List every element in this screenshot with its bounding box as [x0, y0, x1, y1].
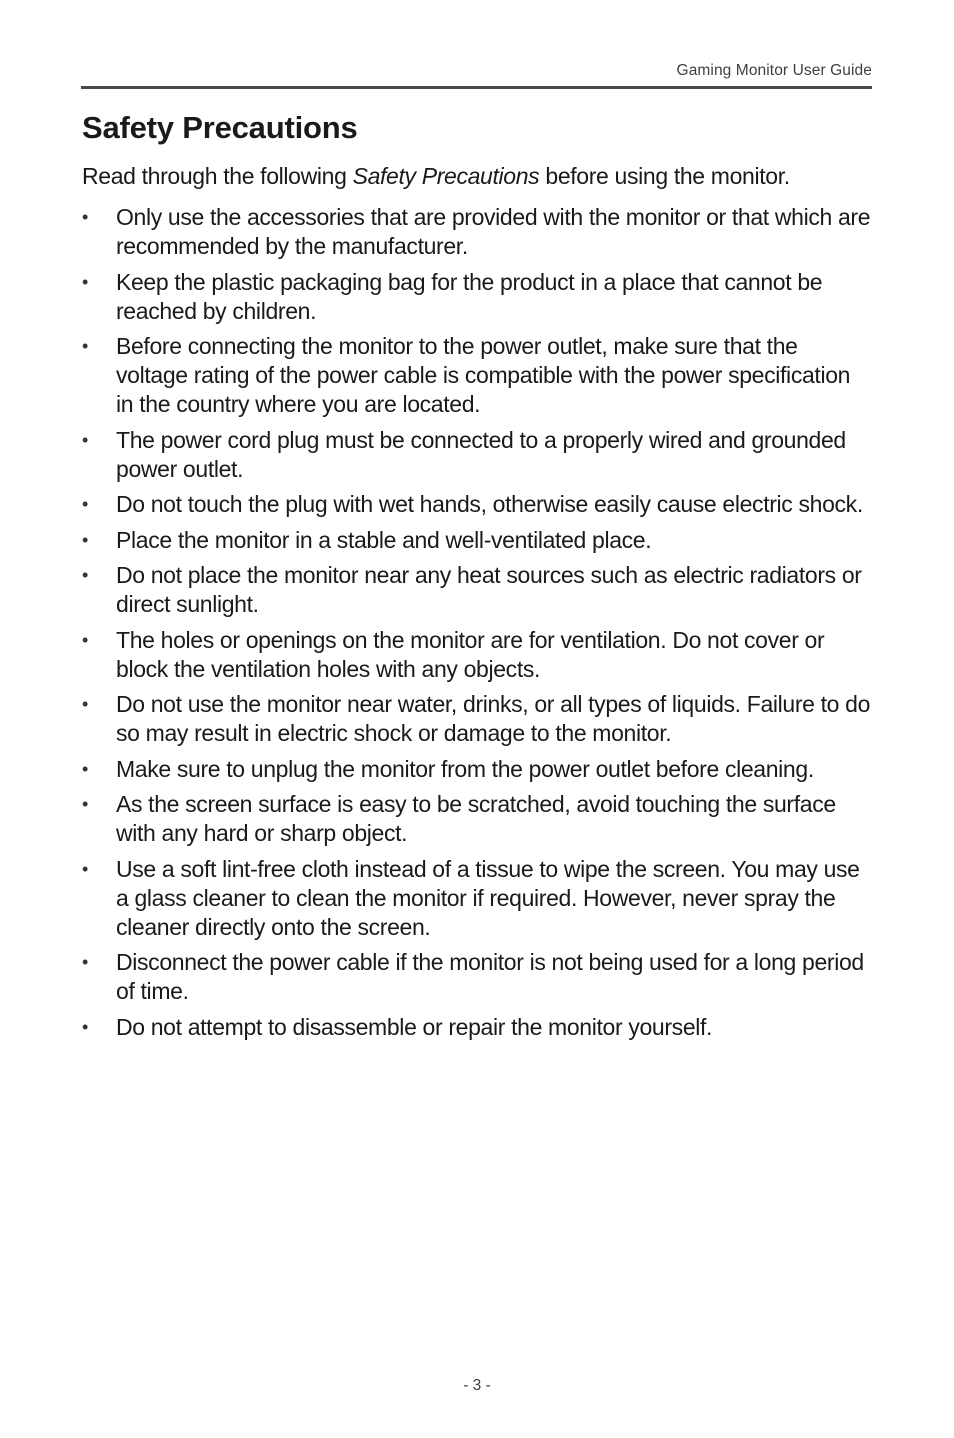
list-item-text: The power cord plug must be connected to a properly wired and grounded power outlet.: [116, 426, 846, 482]
list-item: [82, 755, 872, 784]
list-item-text: Before connecting the monitor to the power outlet, make sure that the voltage rating of the power cable is compatible with the power specification in the country where you are located.: [116, 333, 851, 417]
list-item: [82, 490, 872, 519]
list-item-text: Do not touch the plug with wet hands, otherwise easily cause electric shock.: [116, 491, 863, 517]
list-item: [82, 690, 872, 748]
list-item-text: Do not place the monitor near any heat sources such as electric radiators or direct sunlight.: [116, 562, 862, 617]
list-item: [82, 526, 872, 555]
list-item: [82, 855, 872, 942]
page-title: Safety Precautions: [82, 110, 358, 145]
list-item: [82, 332, 872, 419]
bullet-icon: •: [82, 565, 88, 585]
list-item-text: Do not attempt to disassemble or repair the monitor yourself.: [116, 1013, 713, 1040]
list-item: [82, 203, 872, 261]
intro-text-after: before using the monitor.: [539, 163, 790, 189]
bullet-icon: •: [82, 271, 88, 292]
list-item-text: Do not use the monitor near water, drinks, or all types of liquids. Failure to do so may result in electric shock or damage to the monitor.: [116, 691, 871, 746]
bullet-icon: •: [82, 429, 88, 450]
list-item-text: The holes or openings on the monitor are for ventilation. Do not cover or block the ventilation holes with any objects.: [116, 626, 825, 682]
intro-text-before: Read through the following: [82, 163, 353, 189]
bullet-icon: •: [82, 758, 88, 779]
list-item: [82, 626, 872, 684]
list-item-text: Place the monitor in a stable and well-ventilated place.: [116, 526, 652, 553]
bullet-icon: •: [82, 694, 88, 714]
list-item: [82, 426, 872, 484]
safety-precautions-list: [82, 203, 872, 1048]
bullet-icon: •: [82, 952, 88, 972]
intro-emphasis: Safety Precautions: [352, 163, 540, 189]
list-item-text: Make sure to unplug the monitor from the power outlet before cleaning.: [116, 755, 814, 782]
list-item-text: As the screen surface is easy to be scratched, avoid touching the surface with any hard or sharp object.: [116, 791, 836, 846]
header-rule: [81, 86, 872, 89]
list-item-text: Disconnect the power cable if the monitor is not being used for a long period of time.: [116, 949, 864, 1004]
bullet-icon: •: [82, 207, 88, 227]
intro-paragraph: [82, 162, 790, 191]
bullet-icon: •: [82, 1016, 88, 1037]
list-item: [82, 948, 872, 1006]
bullet-icon: •: [82, 629, 88, 650]
bullet-icon: •: [82, 494, 88, 514]
list-item: [82, 268, 872, 326]
bullet-icon: •: [82, 794, 88, 814]
list-item: [82, 1013, 872, 1042]
list-item-text: Keep the plastic packaging bag for the product in a place that cannot be reached by children.: [116, 268, 823, 324]
bullet-icon: •: [82, 858, 88, 879]
list-item: [82, 561, 872, 619]
page-number: - 3 -: [463, 1377, 491, 1394]
list-item-text: Only use the accessories that are provided with the monitor or that which are recommended by the manufacturer.: [116, 204, 871, 259]
bullet-icon: •: [82, 336, 88, 356]
bullet-icon: •: [82, 529, 88, 550]
list-item: [82, 790, 872, 848]
list-item-text: Use a soft lint-free cloth instead of a tissue to wipe the screen. You may use a glass cleaner to clean the monitor if required. However, never spray the cleaner directly onto the screen.: [116, 855, 860, 940]
running-header: Gaming Monitor User Guide: [676, 62, 872, 79]
